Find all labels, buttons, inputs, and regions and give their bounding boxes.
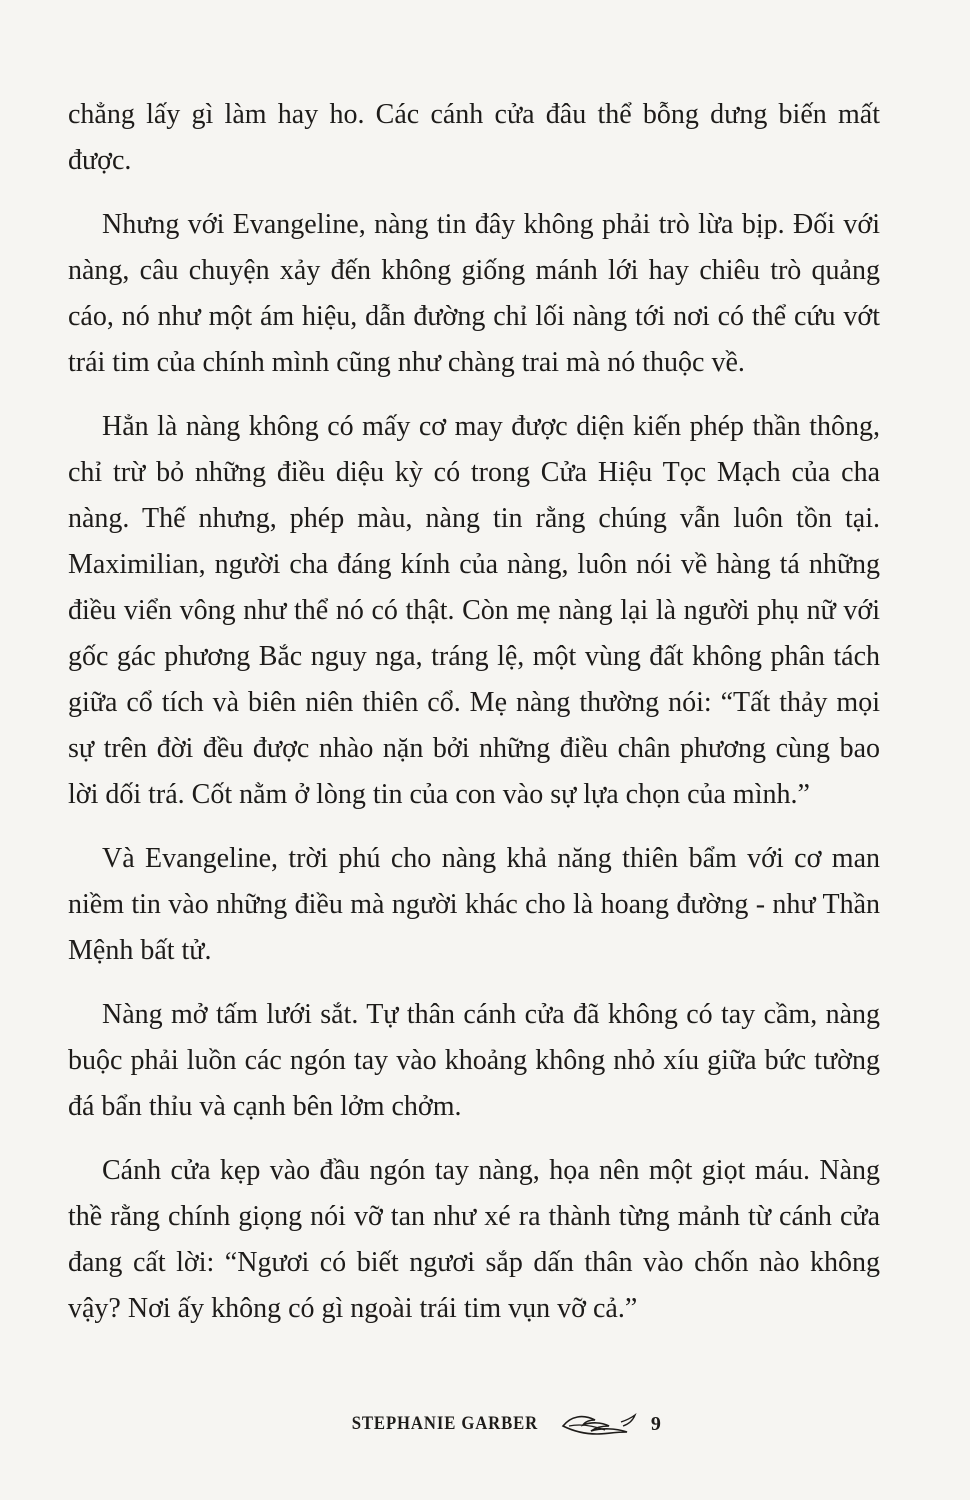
page-footer [0,1412,970,1436]
paragraph-2: Nhưng với Evangeline, nàng tin đây không phải trò lừa bịp. Đối với nàng, câu chuyện xảy đến không giống mánh lới hay chiêu trò quảng cáo, nó như một ám hiệu, dẫn đường chỉ lối nàng tới nơi có thể cứu vớt trái tim của chính mình cũng như chàng trai mà nó thuộc về. [68,209,880,378]
paragraph-6: Cánh cửa kẹp vào đầu ngón tay nàng, họa nên một giọt máu. Nàng thề rằng chính giọng nói vỡ tan như xé ra thành từng mảnh từ cánh cửa đang cất lời: “Ngươi có biết ngươi sắp dấn thân vào chốn nào không vậy? Nơi ấy không có gì ngoài trái tim vụn vỡ cả.” [68,1155,880,1324]
paragraph-1: chẳng lấy gì làm hay ho. Các cánh cửa đâu thể bỗng dưng biến mất được. [68,99,880,176]
paragraph-4: Và Evangeline, trời phú cho nàng khả năng thiên bẩm với cơ man niềm tin vào những điều mà người khác cho là hoang đường - như Thần Mệnh bất tử. [68,843,880,966]
page-number: 9 [650,1412,661,1435]
page-body [68,92,880,1350]
paragraph-5: Nàng mở tấm lưới sắt. Tự thân cánh cửa đã không có tay cầm, nàng buộc phải luồn các ngón tay vào khoảng không nhỏ xíu giữa bức tường đá bẩn thỉu và cạnh bên lởm chởm. [68,999,880,1122]
author-name: STEPHANIE GARBER [351,1413,539,1434]
wing-ornament-icon [561,1412,637,1436]
paragraph-3: Hẳn là nàng không có mấy cơ may được diện kiến phép thần thông, chỉ trừ bỏ những điều diệu kỳ có trong Cửa Hiệu Tọc Mạch của cha nàng. Thế nhưng, phép màu, nàng tin rằng chúng vẫn luôn tồn tại. Maximilian, người cha đáng kính của nàng, luôn nói về hàng tá những điều viển vông như thể nó có thật. Còn mẹ nàng lại là người phụ nữ với gốc gác phương Bắc nguy nga, tráng lệ, một vùng đất không phân tách giữa cổ tích và biên niên thiên cổ. Mẹ nàng thường nói: “Tất thảy mọi sự trên đời đều được nhào nặn bởi những điều chân phương cùng bao lời dối trá. Cốt nằm ở lòng tin của con vào sự lựa chọn của mình.” [68,411,880,810]
